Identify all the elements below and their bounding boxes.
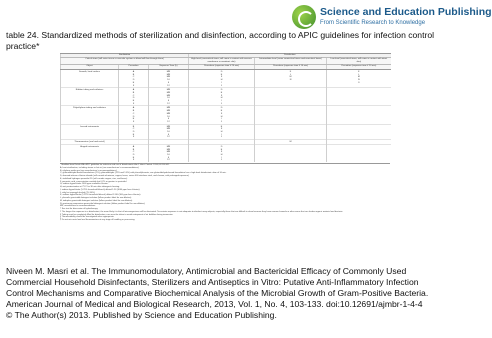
subheader-low-level: Low-level (noncritical items; will come in contact with intact skin) bbox=[327, 58, 391, 65]
footnote: K, sodium hypochlorite (5.25% household bleach) diluted 1:500 (100 ppm free chlorine). bbox=[60, 194, 141, 197]
cell-exposure-time: MR bbox=[149, 76, 189, 79]
cell-exposure-time: MR bbox=[149, 124, 189, 128]
cell-exposure-time: MR bbox=[149, 149, 189, 152]
cell-exposure-time: 6 bbox=[149, 82, 189, 85]
table-caption: table 24. Standardized methods of sterilization and disinfection, according to APIC guidelines for infection control practice* bbox=[6, 30, 435, 51]
cell-exposure-time: 10 bbox=[149, 97, 189, 100]
cell-procedure: C bbox=[119, 128, 149, 131]
cell-high-level-procedure: I bbox=[189, 100, 255, 103]
cell-high-level-procedure: E bbox=[189, 92, 255, 95]
cell-exposure-time: 6 bbox=[149, 118, 189, 121]
cell-procedure: F bbox=[119, 136, 149, 139]
cell-procedure: D bbox=[119, 116, 149, 119]
cell-object bbox=[61, 159, 119, 162]
subheader-high-level: High-level (semicritical items; will come in contact with mucous membrane or nonintact skin) bbox=[189, 58, 255, 65]
table-body bbox=[61, 70, 391, 163]
cell-exposure-time: 10 bbox=[149, 154, 189, 157]
cell-exposure-time: MR bbox=[149, 74, 189, 77]
cell-procedure: A bbox=[119, 106, 149, 110]
cell-high-level-procedure: I bbox=[189, 118, 255, 121]
cell-high-level-procedure: F bbox=[189, 128, 255, 131]
cell-procedure: D bbox=[119, 131, 149, 134]
cell-procedure: A bbox=[119, 88, 149, 92]
cell-exposure-time: 6 bbox=[149, 134, 189, 137]
cell-procedure: A bbox=[119, 70, 149, 74]
cell-procedure: B bbox=[119, 149, 149, 152]
cell-high-level-procedure: F bbox=[189, 113, 255, 116]
footnote: A, heat sterilization, including steam or hot air (see manufacturer's recommendations). bbox=[60, 166, 140, 169]
table-footnotes bbox=[60, 163, 390, 222]
footnote: G, sodium hypochlorite 1000 ppm available chlorine. bbox=[60, 183, 109, 186]
cell-procedure: C bbox=[119, 76, 149, 79]
cell-object: Hinged instruments bbox=[61, 144, 119, 148]
cell-exposure-time: 10 bbox=[149, 79, 189, 82]
cell-object: Thermometers (oral and rectal) bbox=[61, 140, 119, 145]
cell-exposure-time: 12 bbox=[149, 103, 189, 106]
cell-procedure: B bbox=[119, 74, 149, 77]
table-row bbox=[61, 159, 391, 162]
cell-exposure-time: 12 bbox=[149, 121, 189, 124]
cell-procedure: F bbox=[119, 159, 149, 162]
cell-high-level-procedure: H bbox=[189, 97, 255, 100]
cell-procedure: F bbox=[119, 121, 149, 124]
cell-exposure-time: MR bbox=[149, 128, 189, 131]
footnote: F, peracetic acid, concentration variable but 0.2% or greater is sporicidal. bbox=[60, 180, 127, 183]
cell-high-level-procedure: I bbox=[189, 134, 255, 137]
cell-procedure: E bbox=[119, 82, 149, 85]
footnote: B, ethylene oxide gas (see manufacturer's recommendations). bbox=[60, 169, 118, 172]
cell-procedure: D bbox=[119, 154, 149, 157]
cell-high-level-procedure: H bbox=[189, 79, 255, 82]
cell-high-level-procedure: E bbox=[189, 110, 255, 113]
column-header: Procedure (exposure time ≤ 10 min) bbox=[255, 65, 327, 70]
cell-object: Lensed instruments bbox=[61, 124, 119, 128]
footnote: MR, manufacturer's recommendations. bbox=[60, 205, 96, 208]
cell-procedure: E bbox=[119, 134, 149, 137]
cell-high-level-procedure: H bbox=[189, 154, 255, 157]
cell-exposure-time: MR bbox=[149, 113, 189, 116]
cell-high-level-procedure: J bbox=[189, 136, 255, 139]
cell-procedure: A bbox=[119, 144, 149, 148]
cell-exposure-time: 10 bbox=[149, 116, 189, 119]
cell-exposure-time: 12 bbox=[149, 136, 189, 139]
cell-high-level-procedure: F bbox=[189, 95, 255, 98]
group-header-disinfection: Disinfection bbox=[189, 54, 391, 58]
cell-high-level-procedure: J bbox=[189, 85, 255, 88]
cell-high-level-procedure: H bbox=[189, 131, 255, 134]
publisher-logo-icon bbox=[292, 5, 316, 29]
cell-low-level-procedure: M bbox=[327, 76, 391, 79]
cell-procedure: C bbox=[119, 95, 149, 98]
cell-exposure-time: MR bbox=[149, 88, 189, 92]
cell-procedure: D bbox=[119, 97, 149, 100]
cell-high-level-procedure: D bbox=[189, 106, 255, 110]
cell-high-level-procedure: D bbox=[189, 70, 255, 74]
cell-procedure: C bbox=[119, 113, 149, 116]
cell-object: Polyethylene tubing and catheters bbox=[61, 106, 119, 110]
cell-high-level-procedure: J bbox=[189, 159, 255, 162]
cell-exposure-time: 12 bbox=[149, 85, 189, 88]
publisher-name: Science and Education Publishing bbox=[320, 6, 492, 18]
publisher-tagline: From Scientific Research to Knowledge bbox=[320, 20, 426, 26]
cell-high-level-procedure: E bbox=[189, 74, 255, 77]
footnote: ‡ The longer the exposure to a disinfectant, the more likely it is that all microorganisms will be eliminated. Ten-minute exposure is not adequate to disinfect many objects, especially those that are difficult to clean because they have narrow channels or other areas that can harbor organic material and bacteria. bbox=[60, 210, 343, 213]
cell-low-level-procedure: L bbox=[327, 74, 391, 77]
cell-exposure-time: MR bbox=[149, 151, 189, 154]
cell-low-level-procedure bbox=[327, 159, 391, 162]
cell-procedure: C bbox=[119, 151, 149, 154]
cell-low-level-procedure: O bbox=[327, 82, 391, 85]
cell-exposure-time: 6 bbox=[149, 157, 189, 160]
footnote: H, wet pasteurization at 75°C for 30 min after detergent cleaning. bbox=[60, 186, 120, 189]
cell-object: Smooth, hard surface bbox=[61, 70, 119, 74]
cell-high-level-procedure: I bbox=[189, 82, 255, 85]
cell-exposure-time: MR bbox=[149, 95, 189, 98]
citation bbox=[6, 266, 446, 321]
cell-procedure: E bbox=[119, 118, 149, 121]
group-header-sterilization: Sterilization bbox=[61, 54, 189, 58]
cell-high-level-procedure: D bbox=[189, 88, 255, 92]
cell-high-level-procedure: H bbox=[189, 116, 255, 119]
footnote: E, stabilized hydrogen peroxide 6% (will corrode copper, zinc, and brass). bbox=[60, 177, 128, 180]
footnote: J, ethyl or isopropyl alcohol (70–90%). bbox=[60, 191, 96, 194]
sterilization-table bbox=[60, 53, 391, 162]
cell-procedure: F bbox=[119, 103, 149, 106]
cell-exposure-time: MR bbox=[149, 92, 189, 95]
copyright-text: © The Author(s) 2013. Published by Science and Education Publishing. bbox=[6, 310, 277, 321]
cell-low-level-procedure: K bbox=[327, 70, 391, 74]
column-header: Procedure (exposure time ≤ 10 min) bbox=[327, 65, 391, 70]
publisher-logo bbox=[292, 2, 492, 32]
citation-text: Niveen M. Masri et al. The Immunomodulatory, Antimicrobial and Bactericidal Efficacy of Commonly Used Commercial Household Disinfectants, Sterilizers and Antiseptics in Vitro: Putative Anti-Inflammatory Infection Control Mechanisms and Comparative Biochemical Analysis of the Microbial Growth of Gram-Positive Bacteria. American Journal of Medical and Biological Research, 2013, Vol. 1, No. 4, 103-133. doi:10.12691/ajmbr-1-4-4 bbox=[6, 266, 429, 310]
cell-procedure: F bbox=[119, 85, 149, 88]
cell-exposure-time: 6 bbox=[149, 100, 189, 103]
cell-exposure-time: 12 bbox=[149, 159, 189, 162]
footnote: || Thermostability should be investigated when appropriate. bbox=[60, 216, 115, 219]
cell-intermediate-procedure: N bbox=[255, 79, 327, 82]
footnote: C, glutaraldehyde-based formulations (2%); glutaraldehyde (12% and 1.6%) with phenol/phenate; one glutaraldehyde-based formulation has a high-level disinfectant claim of 10 min. bbox=[60, 172, 227, 175]
cell-exposure-time: MR bbox=[149, 144, 189, 148]
footnote: D, demand-release chlorine dioxide (will corrode aluminum, copper, brass, series 400 stainless steel, and chrome, with prolonged exposure). bbox=[60, 175, 190, 178]
subheader-intermediate-level: Intermediate-level (some semicritical items and noncritical items) bbox=[255, 58, 327, 65]
cell-procedure: E bbox=[119, 100, 149, 103]
cell-high-level-procedure: D bbox=[189, 144, 255, 148]
footnote: N, quaternary ammonium germicidal detergent solution (follow product label for use-dilution). bbox=[60, 202, 146, 205]
cell-intermediate-procedure: M bbox=[255, 140, 327, 145]
table-figure bbox=[60, 53, 390, 265]
footnote: L, phenolic germicidal detergent solution (follow product label for use-dilution). bbox=[60, 197, 132, 200]
column-header: Procedure (exposure time ≥ 20 min) bbox=[189, 65, 255, 70]
cell-exposure-time: MR bbox=[149, 106, 189, 110]
footnote: † See text for discussion of hydrotherapy. bbox=[60, 208, 99, 211]
cell-intermediate-procedure: L bbox=[255, 74, 327, 77]
cell-high-level-procedure: I bbox=[189, 157, 255, 160]
cell-intermediate-procedure bbox=[255, 159, 327, 162]
footnote: M, iodophor germicidal detergent solution (follow product label for use-dilution). bbox=[60, 199, 133, 202]
cell-exposure-time: MR bbox=[149, 70, 189, 74]
column-header: Exposure Time (h) bbox=[149, 65, 189, 70]
cell-low-level-procedure: N bbox=[327, 79, 391, 82]
column-header: Procedure bbox=[119, 65, 149, 70]
cell-intermediate-procedure: M bbox=[255, 76, 327, 79]
cell-object: Rubber tubing and catheters bbox=[61, 88, 119, 92]
cell-high-level-procedure: E bbox=[189, 149, 255, 152]
cell-exposure-time: MR bbox=[149, 110, 189, 113]
cell-intermediate-procedure: K bbox=[255, 70, 327, 74]
subheader-critical: Critical items (will enter tissue or vascular system or blood will flow through them) bbox=[61, 58, 189, 65]
footnote: * Modified from Rutala WA. APIC guideline for selection and use of disinfectants. Am J Infect Control. 1996;24:313-342. bbox=[60, 164, 170, 167]
cell-procedure: B bbox=[119, 124, 149, 128]
cell-exposure-time: 10 bbox=[149, 131, 189, 134]
footnote: I, sodium hypochlorite (5.25% household bleach) diluted 1:50 (1000 ppm free chlorine). bbox=[60, 188, 141, 191]
cell-procedure: B bbox=[119, 92, 149, 95]
column-header: Object bbox=[61, 65, 119, 70]
cell-procedure: B bbox=[119, 110, 149, 113]
cell-high-level-procedure: F bbox=[189, 76, 255, 79]
cell-high-level-procedure: J bbox=[189, 103, 255, 106]
footnote: ¶ Do not mix rectal and oral thermometers at any stage of handling or processing. bbox=[60, 219, 136, 222]
footnote: § Tubing must be completely filled for disinfection; care must be taken to avoid entrapment of air bubbles during immersion. bbox=[60, 213, 174, 216]
cell-high-level-procedure: J bbox=[189, 121, 255, 124]
cell-procedure: E bbox=[119, 157, 149, 160]
cell-high-level-procedure: E bbox=[189, 124, 255, 128]
cell-procedure: D bbox=[119, 79, 149, 82]
cell-high-level-procedure: F bbox=[189, 151, 255, 154]
